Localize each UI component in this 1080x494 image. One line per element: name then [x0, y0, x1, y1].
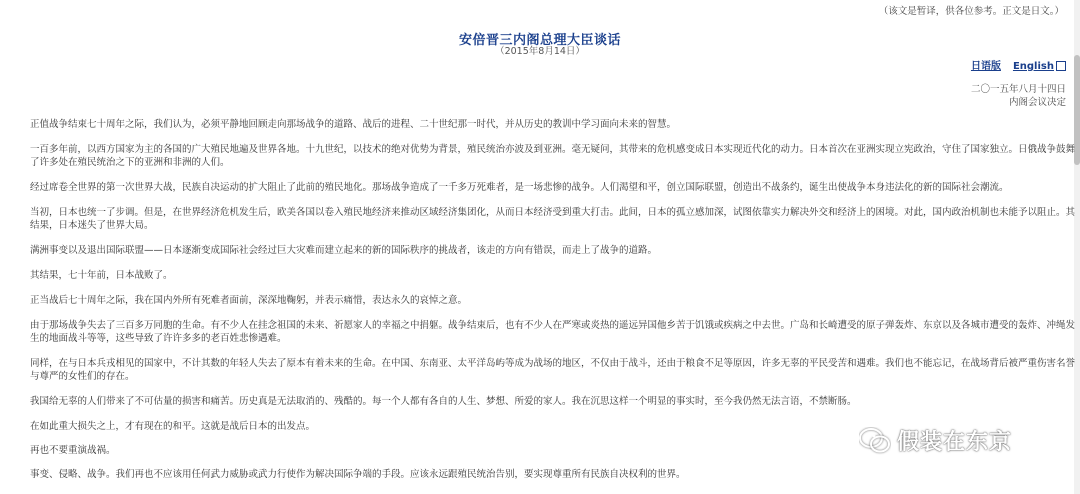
watermark-text: 假装在东京	[897, 430, 1013, 455]
paragraph: 由于那场战争失去了三百多万同胞的生命。有不少人在挂念祖国的未来、祈愿家人的幸福之中捐躯。战争结束后，也有不少人在严寒或炎热的遥远异国他乡苦于饥饿或疾病之中去世。广岛和长崎遭受的原子弹轰炸、东京以及各城市遭受的轰炸、冲绳发生的地面战斗等等，这些导致了许许多多的老百姓悲惨遇难。	[30, 320, 1076, 344]
wechat-watermark	[859, 425, 1012, 456]
paragraph: 同样，在与日本兵戎相见的国家中，不计其数的年轻人失去了原本有着未来的生命。在中国、东南亚、太平洋岛屿等成为战场的地区，不仅由于战斗，还由于粮食不足等原因，许多无辜的平民受苦和遇难。我们也不能忘记，在战场背后被严重伤害名誉与尊严的女性们的存在。	[30, 358, 1076, 382]
paragraph: 再也不要重演战祸。	[30, 445, 116, 456]
cabinet-decision: 内阁会议决定	[1008, 97, 1066, 108]
paragraph: 在如此重大损失之上，才有现在的和平。这就是战后日本的出发点。	[30, 421, 316, 432]
disclaimer: （该文是暂译，供各位参考。正文是日文。）	[878, 6, 1064, 17]
paragraph: 其结果，七十年前，日本战败了。	[30, 270, 173, 281]
paragraph: 当初，日本也统一了步调。但是，在世界经济危机发生后，欧美各国以卷入殖民地经济来推动区域经济集团化，从而日本经济受到重大打击。此间，日本的孤立感加深，试图依靠实力解决外交和经济上的困境。对此，国内政治机制也未能予以阻止。其结果，日本迷失了世界大局。	[30, 207, 1076, 231]
japanese-version-link[interactable]: 日语版	[970, 61, 1001, 72]
paragraph: 正当战后七十周年之际，我在国内外所有死难者面前，深深地鞠躬，并表示痛惜，表达永久的哀悼之意。	[30, 295, 468, 306]
date-block	[971, 83, 1066, 109]
statement-date: 二〇一五年八月十四日	[970, 84, 1066, 95]
english-version-link[interactable]: English	[1012, 61, 1054, 72]
paragraph: 经过席卷全世界的第一次世界大战，民族自决运动的扩大阻止了此前的殖民地化。那场战争造成了一千多万死难者，是一场悲惨的战争。人们渴望和平，创立国际联盟，创造出不战条约，诞生出使战争本身违法化的新的国际社会潮流。	[30, 182, 1009, 193]
page-title: 安倍晋三内阁总理大臣谈话	[458, 33, 621, 48]
paragraph: 正值战争结束七十周年之际，我们认为，必须平静地回顾走向那场战争的道路、战后的进程、二十世纪那一时代，并从历史的教训中学习面向未来的智慧。	[30, 119, 677, 130]
wechat-icon	[859, 427, 891, 455]
paragraph: 一百多年前，以西方国家为主的各国的广大殖民地遍及世界各地。十九世纪，以技术的绝对优势为背景，殖民统治亦波及到亚洲。毫无疑问，其带来的危机感变成日本实现近代化的动力。日本首次在亚洲实现立宪政治，守住了国家独立。日俄战争鼓舞了许多处在殖民统治之下的亚洲和非洲的人们。	[30, 144, 1076, 168]
language-links	[959, 57, 1066, 72]
paragraph: 我国给无辜的人们带来了不可估量的损害和痛苦。历史真是无法取消的、残酷的。每一个人都有各自的人生、梦想、所爱的家人。我在沉思这样一个明显的事实时，至今我仍然无法言语，不禁断肠。	[30, 396, 857, 407]
page-subtitle: （2015年8月14日）	[495, 46, 585, 57]
paragraph: 事变、侵略、战争。我们再也不应该用任何武力威胁或武力行使作为解决国际争端的手段。应该永远跟殖民统治告别，要实现尊重所有民族自决权利的世界。	[30, 469, 686, 480]
external-link-icon	[1056, 61, 1066, 71]
paragraph: 满洲事变以及退出国际联盟——日本逐渐变成国际社会经过巨大灾难而建立起来的新的国际秩序的挑战者，该走的方向有错误，而走上了战争的道路。	[30, 245, 658, 256]
